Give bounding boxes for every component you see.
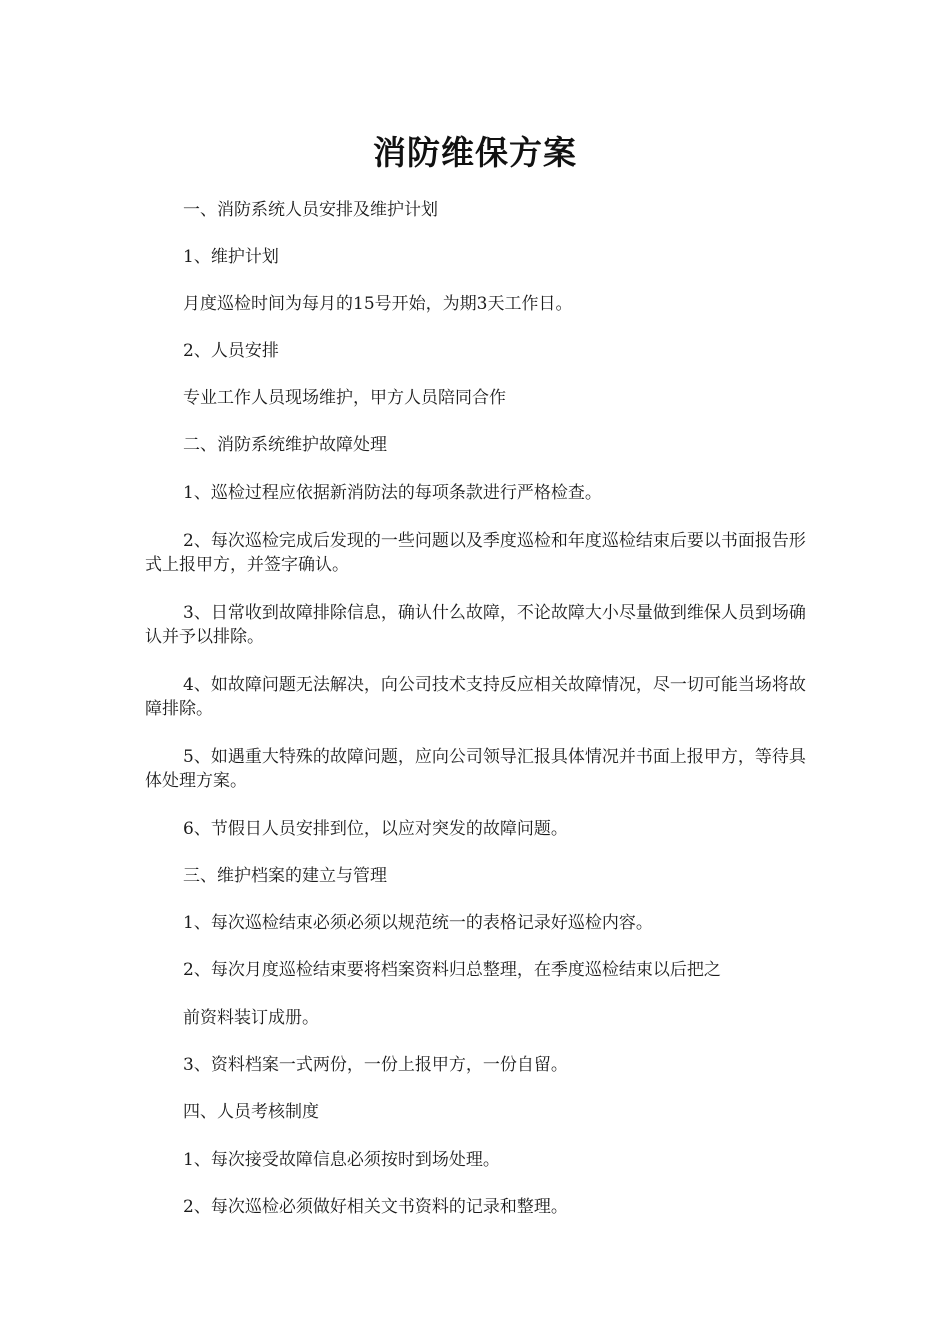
paragraph: 4、如故障问题无法解决，向公司技术支持反应相关故障情况，尽一切可能当场将故障排除。 <box>145 675 806 719</box>
paragraph: 3、日常收到故障排除信息，确认什么故障，不论故障大小尽量做到维保人员到场确认并予以排除。 <box>145 603 806 647</box>
section-heading-4: 四、人员考核制度 <box>183 1102 319 1122</box>
paragraph: 5、如遇重大特殊的故障问题，应向公司领导汇报具体情况并书面上报甲方，等待具体处理方案。 <box>145 747 806 791</box>
section-heading-3: 三、维护档案的建立与管理 <box>183 866 387 886</box>
paragraph: 前资料装订成册。 <box>183 1008 319 1028</box>
paragraph: 1、每次巡检结束必须必须以规范统一的表格记录好巡检内容。 <box>183 913 653 933</box>
section-heading-2: 二、消防系统维护故障处理 <box>183 435 387 455</box>
paragraph: 月度巡检时间为每月的15号开始，为期3天工作日。 <box>183 294 573 314</box>
paragraph: 2、每次巡检完成后发现的一些问题以及季度巡检和年度巡检结束后要以书面报告形式上报甲方，并签字确认。 <box>145 531 806 575</box>
paragraph: 1、每次接受故障信息必须按时到场处理。 <box>183 1150 500 1170</box>
document-title: 消防维保方案 <box>373 133 577 172</box>
paragraph: 2、每次月度巡检结束要将档案资料归总整理，在季度巡检结束以后把之 <box>183 960 721 980</box>
paragraph: 2、每次巡检必须做好相关文书资料的记录和整理。 <box>183 1197 568 1217</box>
paragraph: 1、巡检过程应依据新消防法的每项条款进行严格检查。 <box>183 483 602 503</box>
paragraph: 专业工作人员现场维护，甲方人员陪同合作 <box>183 388 506 408</box>
paragraph: 6、节假日人员安排到位，以应对突发的故障问题。 <box>183 819 568 839</box>
section-heading-1: 一、消防系统人员安排及维护计划 <box>183 200 438 220</box>
subheading-maintenance-plan: 1、维护计划 <box>183 247 279 267</box>
paragraph: 3、资料档案一式两份，一份上报甲方，一份自留。 <box>183 1055 568 1075</box>
subheading-staffing: 2、人员安排 <box>183 341 279 361</box>
